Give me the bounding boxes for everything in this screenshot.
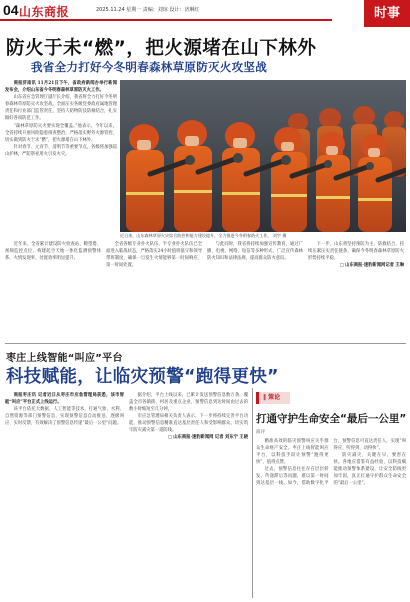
- article1-paragraph: “森林草原防灭火要实现全覆盖。”他表示，今年以来，全省持续开展风险隐患排查整治，严格落实野外火源管控，切实做到防火于未“燃”，把火源堵在山下林外。: [5, 123, 117, 143]
- commentary-tag: ‖ 策论: [256, 392, 290, 404]
- article2-kicker: 枣庄上线智能“叫应”平台: [6, 353, 123, 364]
- masthead-rule: [0, 19, 332, 21]
- article1-left-column: [5, 80, 117, 240]
- article1-paragraph: 全省各级专业扑火队伍、半专业扑火队伍已全面进入临战状态，严格落实24小时值班值守和领导带班制度，确保一旦发生火情能够第一时间响应、第一时间处置。: [106, 242, 202, 269]
- commentary-author: 商评: [256, 430, 265, 435]
- article1-column-4: [308, 241, 404, 339]
- article2-column-1: [5, 392, 124, 598]
- article2-column-2: [129, 392, 248, 598]
- commentary-body: [256, 438, 406, 598]
- paper-name: 山东商报: [19, 5, 70, 19]
- article1-column-1: [5, 241, 101, 339]
- article2-headline: 科技赋能，让临灾预警“跑得更快”: [6, 367, 279, 387]
- article1-paragraph: 近年来，全省累计建设防火检查站、瞭望塔、视频监控点位，构建起空天地一体化监测预警体系，火情发现率、处置效率明显提升。: [5, 242, 101, 262]
- article1-byline: □ 山东商报·速豹新闻网记者 王琳: [339, 263, 404, 269]
- column-rule: [252, 388, 253, 598]
- firefighters-illustration: [120, 80, 406, 232]
- firefighters-photo: [120, 80, 406, 232]
- article2-body: [5, 392, 249, 598]
- article1-column-2: [106, 241, 202, 339]
- commentary-paragraph: 防灾减灾，关键在早、要害在快。各地应借鉴有益经验，以科技赋能推动预警体系建设，让安全防线更加牢固，真正打通守护群众生命安全的“最后一公里”。: [333, 453, 406, 486]
- masthead: [0, 0, 410, 28]
- article2-paragraph: 市应急管理局相关负责人表示，下一步将持续完善平台功能，推动预警信息精准直达基层责任人和受影响群众，切实筑牢防灾减灾第一道防线。: [129, 414, 248, 433]
- article2-paragraph: 据介绍，平台上线以来，已累计发送预警信息数万条，覆盖全市各镇街、村居及重点企业，预警信息到达时间由过去的数小时缩短至几分钟。: [129, 393, 248, 412]
- commentary-paragraph: 过去，预警信息往往存在层层转发、传递滞后等问题，难以第一时间到达基层一线。如今，借助数字化平台，预警信息可直达责任人，实现“叫得应、听得到、动得快”。: [256, 439, 406, 486]
- article1-paragraph: 与此同时，我省将持续加强宣传教育，通过广播、电视、网络、短信等多种形式，广泛宣传森林防火知识和法律法规，提高群众防火意识。: [207, 242, 303, 262]
- article1-paragraph: 山东省应急管理厅副厅长介绍，我省将全力打好今冬明春森林草原防灭火攻坚战，全面压实各级党委政府属地管理责任和行业部门监管责任，坚持人防物防技防相结合，扎实做好各项防范工作。: [5, 95, 117, 122]
- commentary-title: 打通守护生命安全“最后一公里”: [256, 413, 407, 425]
- article2-lead: 商报枣庄讯 记者近日从枣庄市应急管理局获悉，该市智能“叫应”平台正式上线运行。: [5, 393, 124, 405]
- article1-body-columns: [5, 241, 406, 341]
- article2-byline: □ 山东商报·速豹新闻网 记者 刘东宁 王晓: [167, 435, 248, 440]
- article1-paragraph: 下一步，山东将坚持预防为主、防救结合，持续压紧压实责任链条，确保今冬明春森林草原防火形势持续平稳。: [308, 242, 404, 262]
- page-number: 04: [3, 2, 19, 18]
- article2-paragraph: 该平台依托大数据、人工智能等技术，打通气象、水利、自然资源等部门预警信息，实现预警信息自动推送、逐级叫应、实时反馈，有效解决了预警信息传递“最后一公里”问题。: [5, 407, 124, 426]
- commentary-paragraph: 精准高效的临灾预警叫应关乎群众生命财产安全。枣庄上线智能叫应平台，以科技手段让预警“跑得更快”，值得点赞。: [256, 439, 329, 465]
- column-label: 时事: [364, 0, 410, 27]
- date-line: 2025.11.24 星期一 责编：刘琼 设计：济琳红: [96, 7, 200, 13]
- article1-paragraph: 针对春节、元宵节、清明节等重要节点，各级将加强巡山护林，严防祭祀用火引发火灾。: [5, 144, 117, 157]
- article1-subhead: 我省全力打好今冬明春森林草原防灭火攻坚战: [31, 60, 267, 74]
- article1-headline: 防火于未“燃”，把火源堵在山下林外: [6, 38, 317, 59]
- photo-caption: 近日来，山东森林草原火灾综合防控和能力建设提升，全力推进今冬明春防火工作。 刘宇 摄: [120, 233, 287, 238]
- article1-column-3: [207, 241, 303, 339]
- section-divider: [5, 343, 406, 344]
- article1-lead: 商报济南讯 11月21日下午，省政府新闻办举行新闻发布会，介绍山东省今冬明春森林草原防灭火工作。: [5, 81, 117, 94]
